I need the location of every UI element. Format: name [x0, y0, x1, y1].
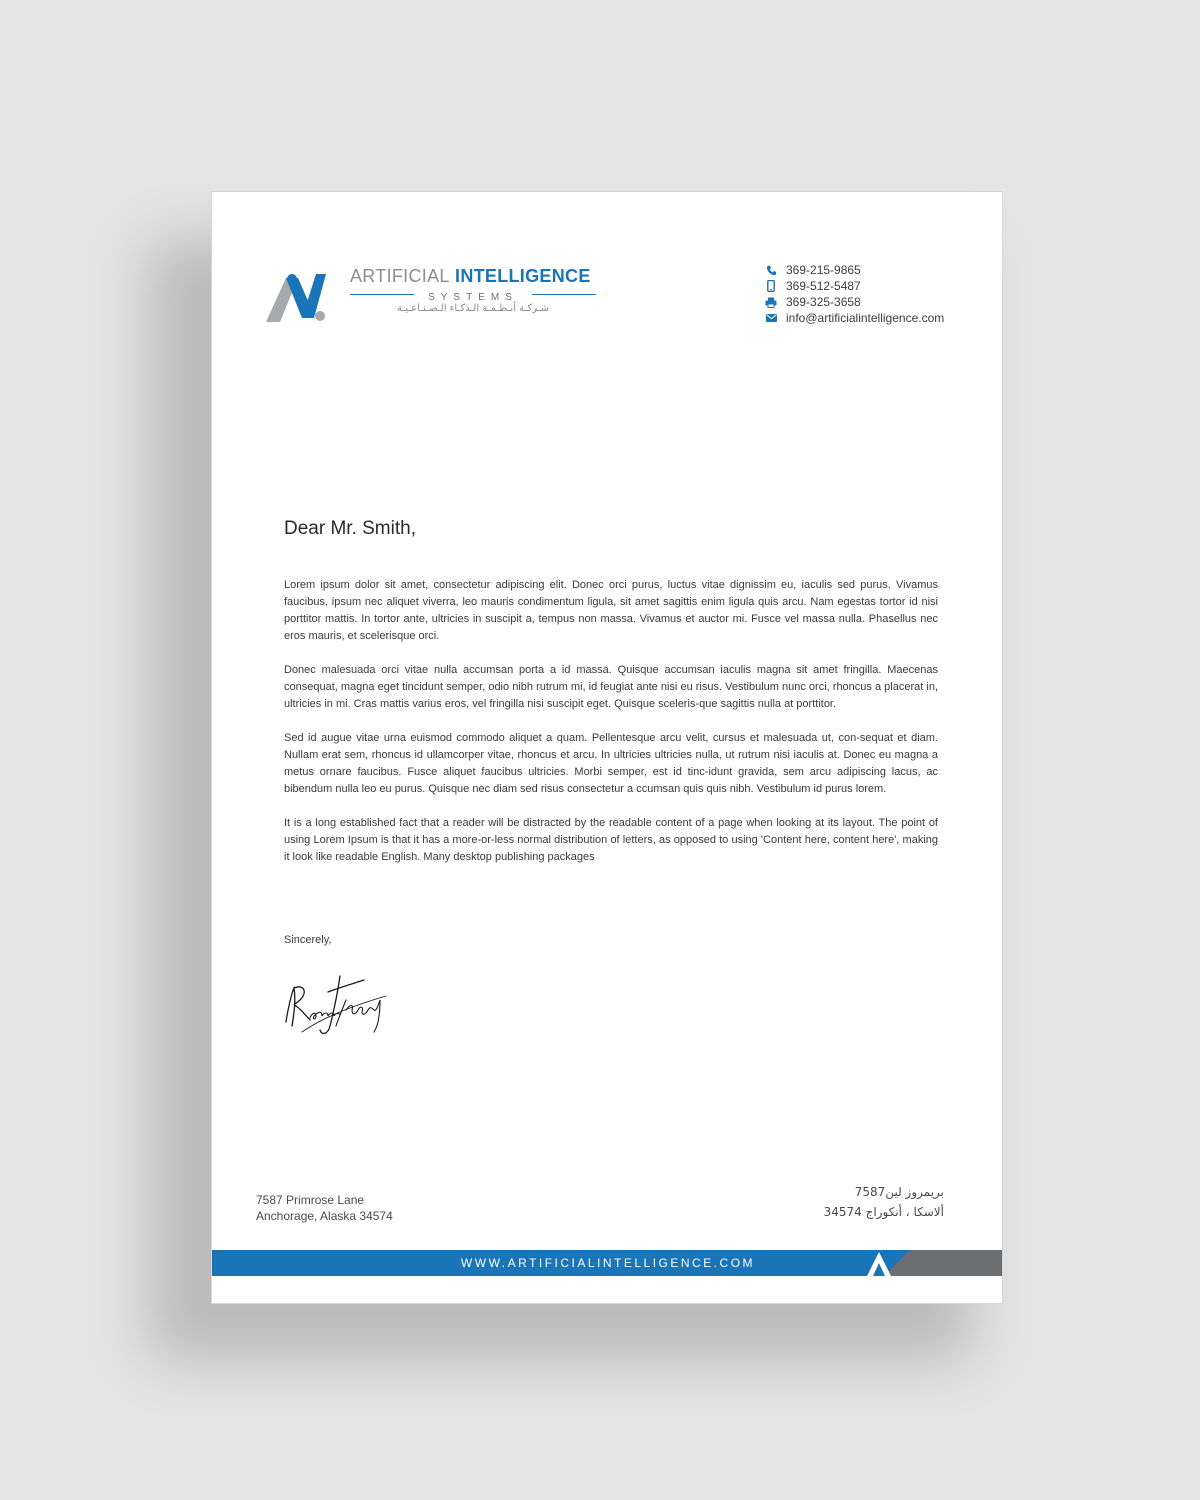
website-url: WWW.ARTIFICIALINTELLIGENCE.COM: [460, 1256, 756, 1270]
contact-fax: 369-325-3658: [764, 294, 944, 310]
closing: Sincerely,: [284, 934, 332, 946]
letterhead-page: [211, 191, 1003, 1304]
salutation: Dear Mr. Smith,: [284, 518, 416, 539]
email-icon: [764, 312, 778, 324]
phone-icon: [764, 264, 778, 276]
company-name-arabic: شـركـة أنـظـمـة الـذكـاء الـصـنـاعـيـة: [396, 303, 550, 314]
letter-paragraph: It is a long established fact that a reader will be distracted by the readable content of a page when looking at its layout. The point of using Lorem Ipsum is that it has a more-or-less normal distribution of letters, as opposed to using 'Content here, content here', making it look like readable English. Many desktop publishing packages: [284, 817, 938, 863]
contact-phone: 369-215-9865: [764, 262, 944, 278]
signature-icon: [282, 970, 392, 1040]
mobile-icon: [764, 280, 778, 292]
address-arabic: بريمروز لين7587 34574 ألاسكا ، أنكوراج: [823, 1185, 944, 1219]
company-logo: [264, 266, 599, 326]
letter-paragraph: Sed id augue vitae urna euismod commodo aliquet a quam. Pellentesque arcu velit, cursus et malesuada ut, con-sequat et diam. Nullam erat sem, rhoncus id ullamcorper vitae, rhoncus et arcu. In ultricies ultricies nulla, ut rutrum nisi iaculis at. Donec eu magna a metus ornare faucibus. Fusce aliquet faucibus ultricies. Morbi semper, est id tinc-idunt gravida, sem arcu adipiscing lacus, ac bibendum nulla leo eu purus. Quisque nec diam sed risus consectetur a ccumsan quis quis nibh. Vestibulum id purus lorem.: [284, 732, 938, 795]
contact-mobile: 369-512-5487: [764, 278, 944, 294]
company-name: ARTIFICIAL INTELLIGENCE: [350, 266, 591, 286]
company-subtitle: SYSTEMS: [350, 287, 596, 301]
fax-icon: [764, 296, 778, 308]
contact-block: [764, 262, 944, 326]
letter-body: [284, 577, 938, 883]
logo-mark-icon: [264, 270, 334, 324]
letter-paragraph: Lorem ipsum dolor sit amet, consectetur adipiscing elit. Donec orci purus, luctus vitae dignissim eu, iaculis sed purus. Vivamus faucibus, ipsum nec aliquet viverra, leo mauris condimentum ligula, sit amet sagittis enim ligula quis arcu. Nam egestas tortor id nisi porttitor mattis. In tortor ante, ultricies in suscipit a, tempus non massa. Vivamus et auctor mi. Fusce vel massa nulla. Phasellus nec eros mauris, et scelerisque orci.: [284, 579, 938, 642]
address-english: 7587 Primrose Lane Anchorage, Alaska 34574: [256, 1193, 393, 1223]
letter-paragraph: Donec malesuada orci vitae nulla accumsan porta a id massa. Quisque accumsan iaculis magna sit amet fringilla. Maecenas consequat, magna eget tincidunt semper, odio nibh rutrum mi, id feugiat ante nisi eu risus. Vestibulum nunc orci, rhoncus a placerat in, ultricies in mi. Cras mattis varius eros, vel fringilla nisi suscipit eget. Quisque sceleris-que sagittis nulla at porttitor.: [284, 664, 938, 710]
contact-email: info@artificialintelligence.com: [764, 310, 944, 326]
